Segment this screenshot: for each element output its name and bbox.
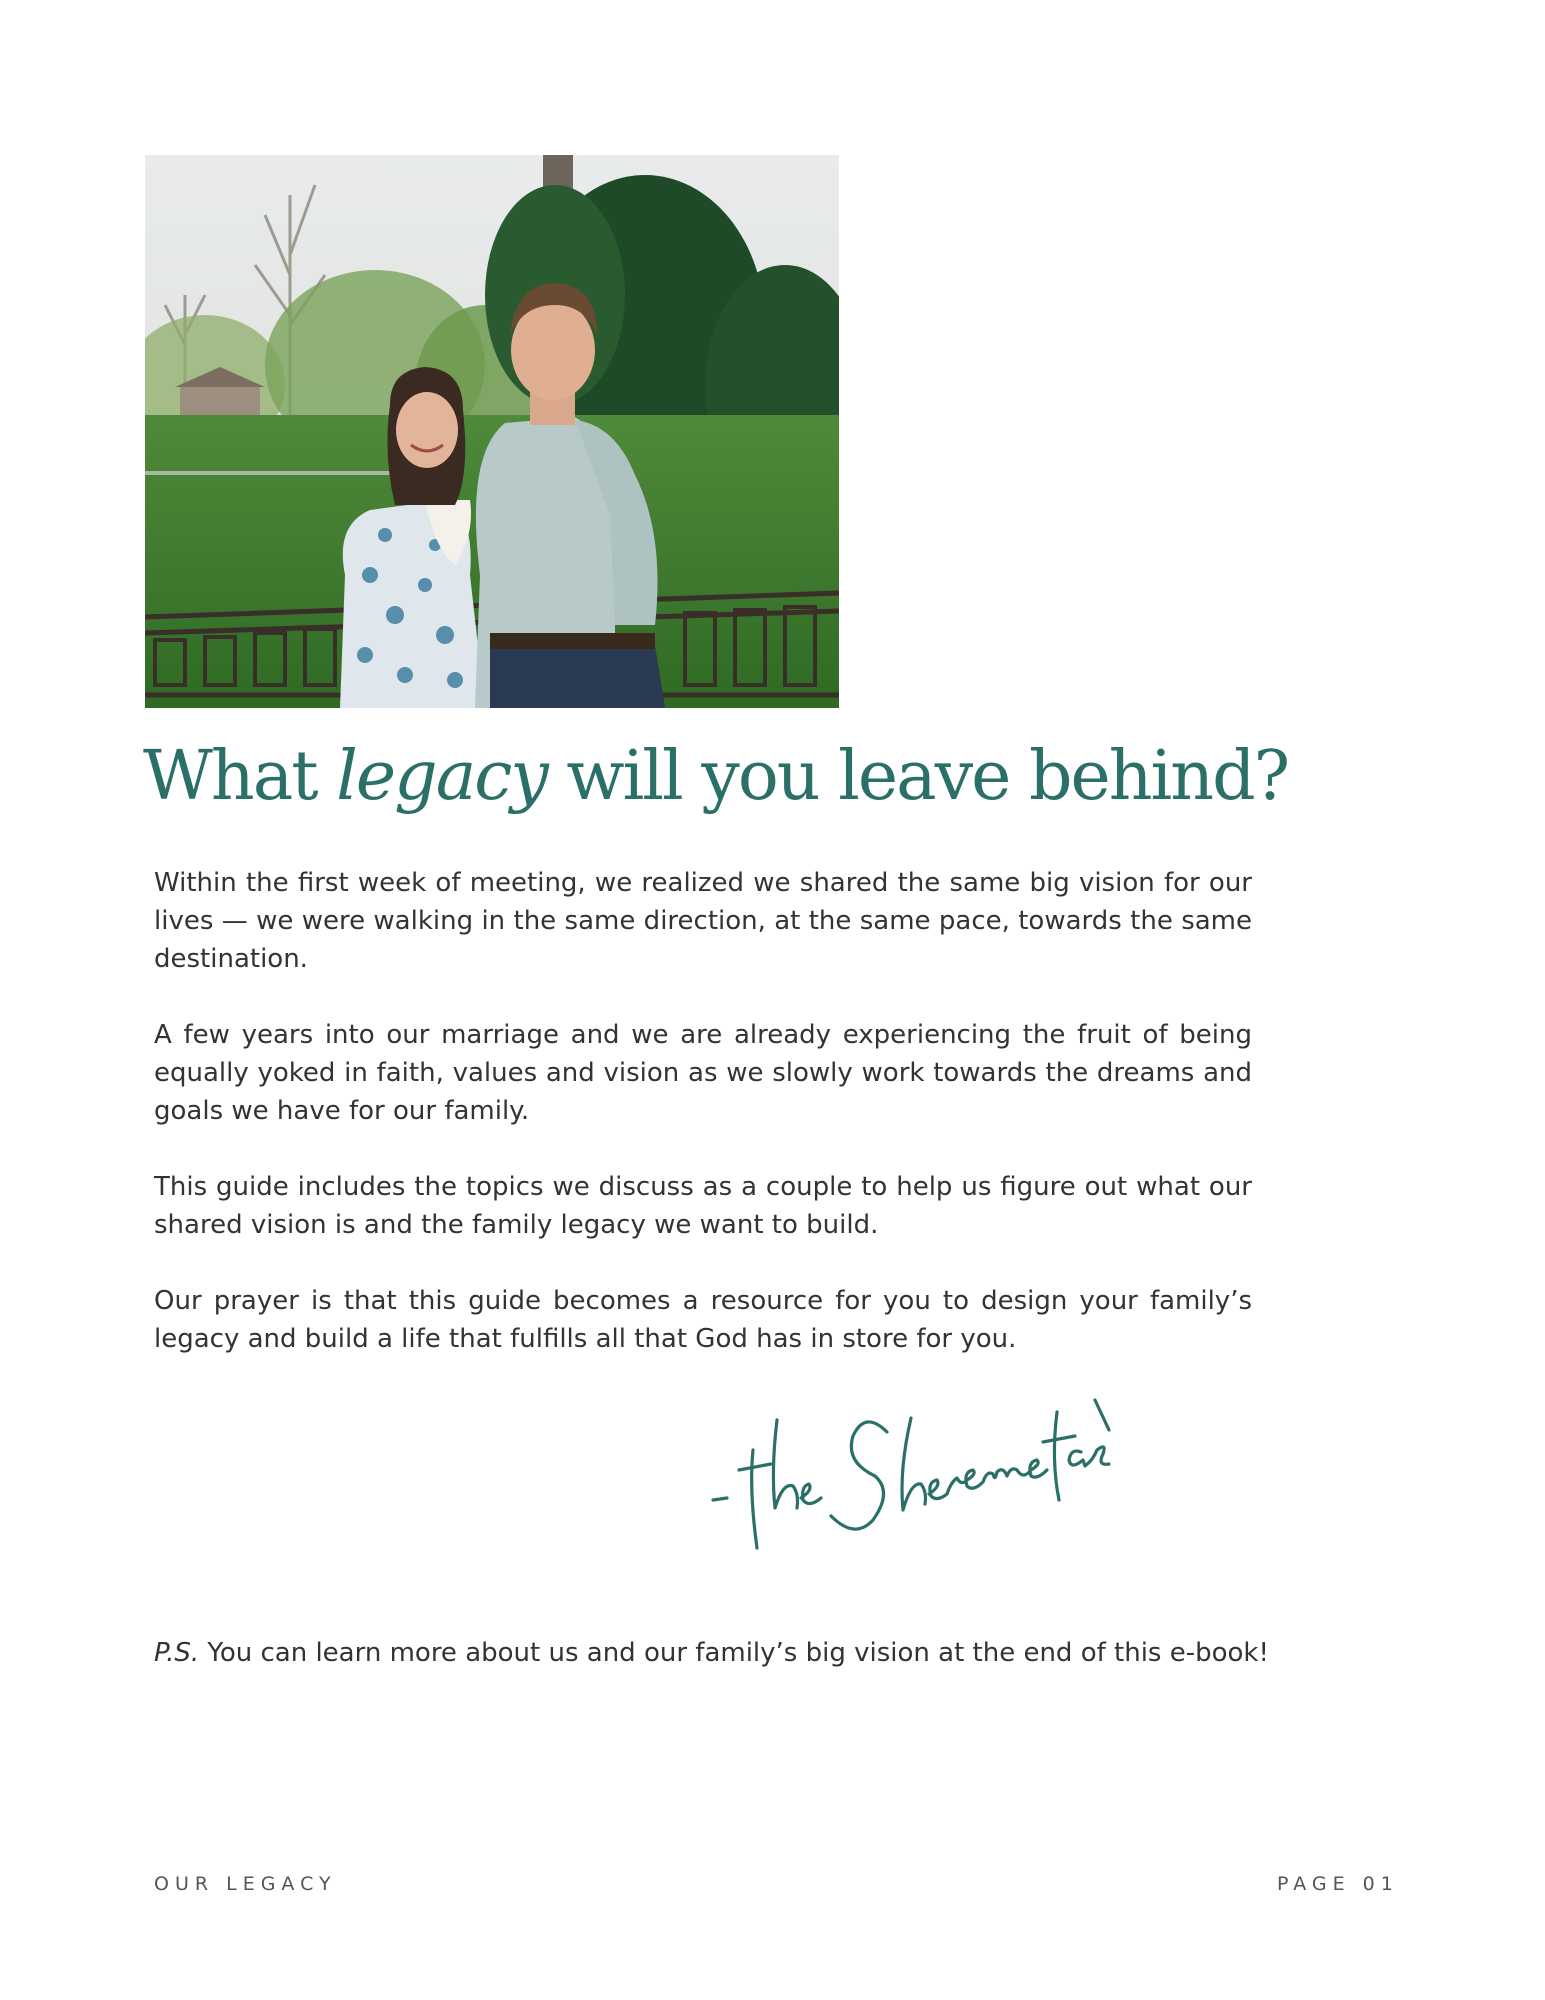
body-paragraph: Our prayer is that this guide becomes a resource for you to design your family’s legacy and build a life that fulfills all that God has in store for you. (154, 1286, 1252, 1354)
body-text (154, 864, 1252, 1396)
couple-photo (145, 155, 839, 708)
ps-label: P.S. (154, 1638, 200, 1668)
footer-section-title: OUR LEGACY (154, 1873, 337, 1895)
signature-script (705, 1390, 1125, 1560)
headline-emphasis: legacy (336, 737, 547, 816)
body-paragraph: A few years into our marriage and we are already experiencing the fruit of being equally yoked in faith, values and vision as we slowly work towards the dreams and goals we have for our family. (154, 1020, 1252, 1126)
headline-prefix: What (143, 737, 337, 816)
ps-text: You can learn more about us and our family’s big vision at the end of this e-book! (199, 1638, 1269, 1668)
page-headline (143, 738, 1288, 816)
photo-illustration (145, 155, 839, 708)
headline-suffix: will you leave behind? (546, 737, 1289, 816)
footer-page-number: PAGE 01 (1277, 1873, 1399, 1895)
body-paragraph: This guide includes the topics we discuss as a couple to help us figure out what our shared vision is and the family legacy we want to build. (154, 1172, 1252, 1240)
signature (705, 1390, 1125, 1560)
postscript (154, 1634, 1269, 1672)
body-paragraph: Within the first week of meeting, we realized we shared the same big vision for our lives — we were walking in the same direction, at the same pace, towards the same destination. (154, 868, 1252, 974)
